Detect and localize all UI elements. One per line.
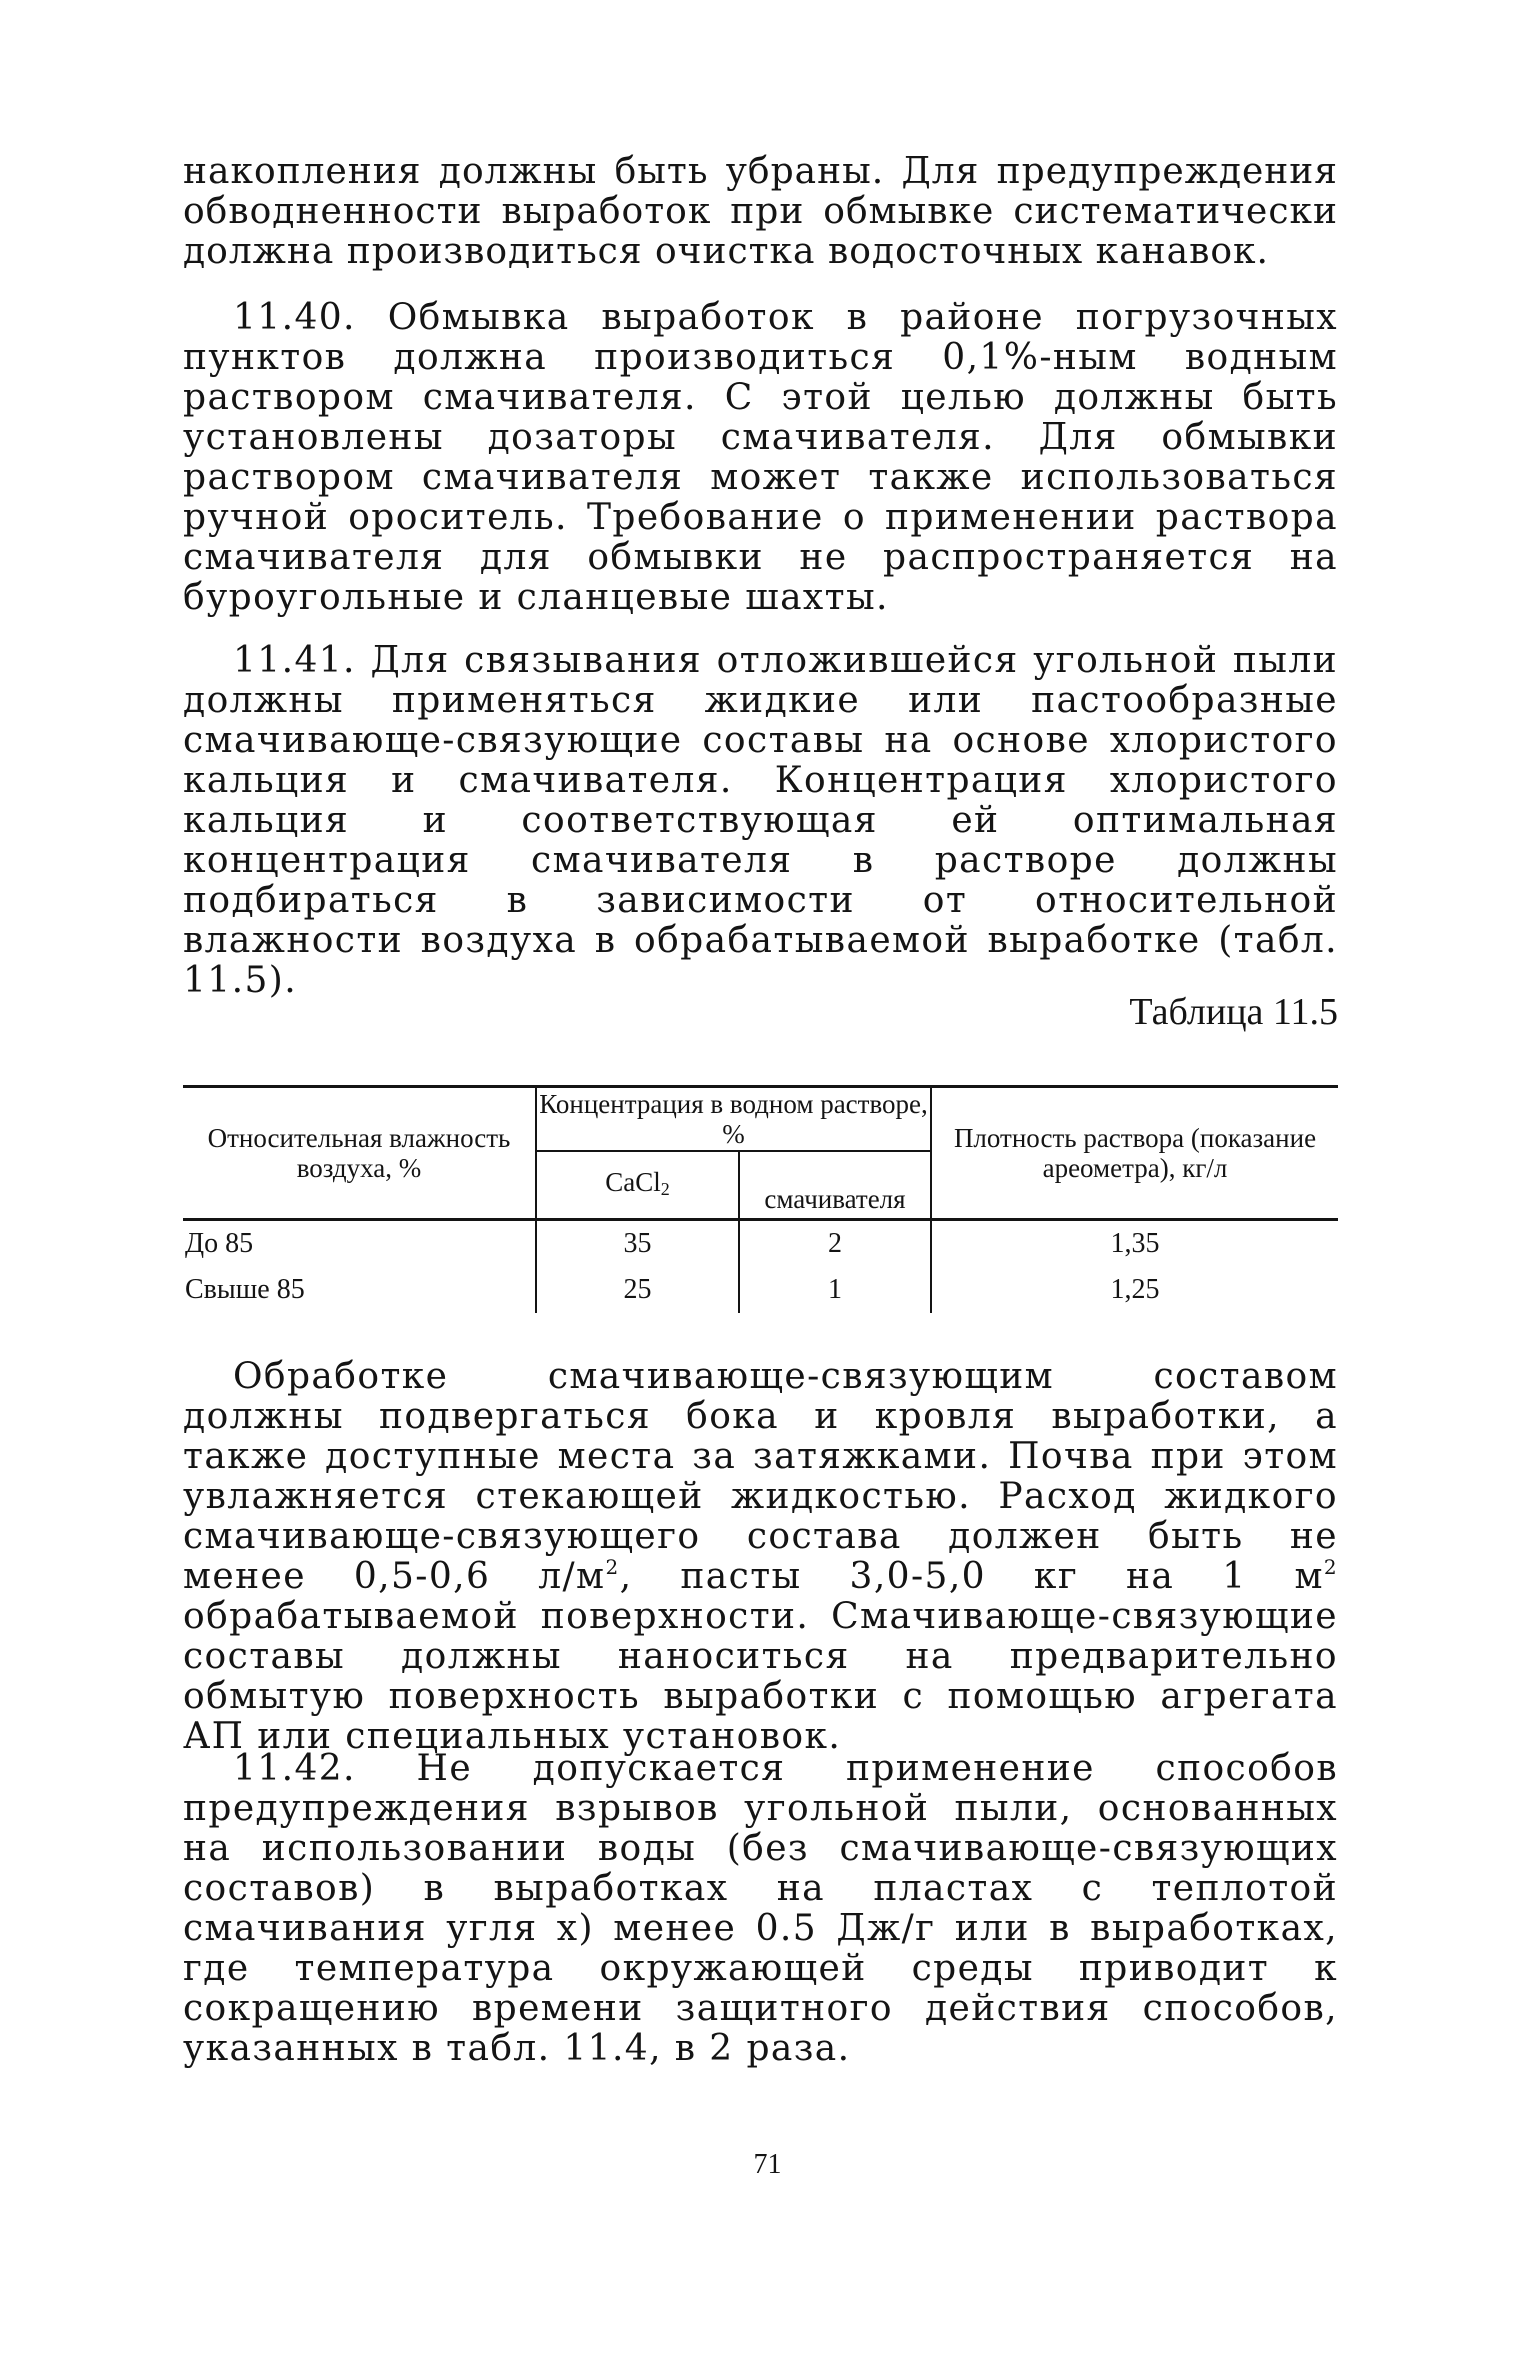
page-number: 71 bbox=[753, 2149, 782, 2180]
cell-cacl2: 35 bbox=[536, 1220, 739, 1268]
paragraph-continuation: накопления должны быть убраны. Для предупреждения обводненности выработок при обмывке систематически должна производиться очистка водосточных канавок. bbox=[183, 151, 1338, 272]
header-density: Плотность раствора (показание ареометра), кг/л bbox=[931, 1087, 1338, 1220]
header-cacl2: CaCl2 bbox=[536, 1151, 739, 1220]
cell-density: 1,25 bbox=[931, 1267, 1338, 1313]
table-header-row bbox=[183, 1087, 1338, 1152]
humidity-concentration-table bbox=[183, 1085, 1338, 1313]
paragraph-11-41: 11.41. Для связывания отложившейся угольной пыли должны применяться жидкие или пастообразные смачивающе-связующие составы на основе хлористого кальция и смачивателя. Концентрация хлористого кальция и соответствующая ей оптимальная концентрация смачивателя в растворе должны подбираться в зависимости от относительной влажности воздуха в обрабатываемой выработке (табл. 11.5). bbox=[183, 640, 1338, 1001]
paragraph-11-42: 11.42. Не допускается применение способов предупреждения взрывов угольной пыли, основанных на использовании воды (без смачивающе-связующих составов) в выработках на пластах с теплотой смачивания угля х) менее 0.5 Дж/г или в выработках, где температура окружающей среды приводит к сокращению времени защитного действия способов, указанных в табл. 11.4, в 2 раза. bbox=[183, 1748, 1338, 2069]
table-11-5 bbox=[183, 1085, 1338, 1313]
header-wetting-agent: смачивателя bbox=[739, 1151, 931, 1220]
table-title: Таблица 11.5 bbox=[1129, 991, 1338, 1033]
cell-humidity: Свыше 85 bbox=[185, 1274, 305, 1305]
cell-density: 1,35 bbox=[931, 1220, 1338, 1268]
cell-wetting-agent: 2 bbox=[739, 1220, 931, 1268]
paragraph-treatment: Обработке смачивающе-связующим составом должны подвергаться бока и кровля выработки, а также доступные места за затяжками. Почва при этом увлажняется стекающей жидкостью. Расход жидкого смачивающе-связующего состава должен быть не менее 0,5-0,6 $л/м^2$, пасты 3,0-5,0 кг на 1 $м^2$ обрабатываемой поверхности. Смачивающе-связующие составы должны наноситься на предварительно обмытую поверхность выработки с помощью агрегата АП или специальных установок. bbox=[183, 1356, 1338, 1757]
table-row bbox=[183, 1220, 1338, 1268]
cell-humidity: До 85 bbox=[185, 1228, 254, 1259]
cell-wetting-agent: 1 bbox=[739, 1267, 931, 1313]
header-humidity: Относительная влажность воздуха, % bbox=[183, 1087, 536, 1220]
table-row bbox=[183, 1267, 1338, 1313]
paragraph-11-40: 11.40. Обмывка выработок в районе погрузочных пунктов должна производиться 0,1%-ным водным раствором смачивателя. С этой целью должны быть установлены дозаторы смачивателя. Для обмывки раствором смачивателя может также использоваться ручной ороситель. Требование о применении раствора смачивателя для обмывки не распространяется на буроугольные и сланцевые шахты. bbox=[183, 297, 1338, 618]
header-concentration: Концентрация в водном растворе, % bbox=[536, 1087, 931, 1152]
cell-cacl2: 25 bbox=[536, 1267, 739, 1313]
